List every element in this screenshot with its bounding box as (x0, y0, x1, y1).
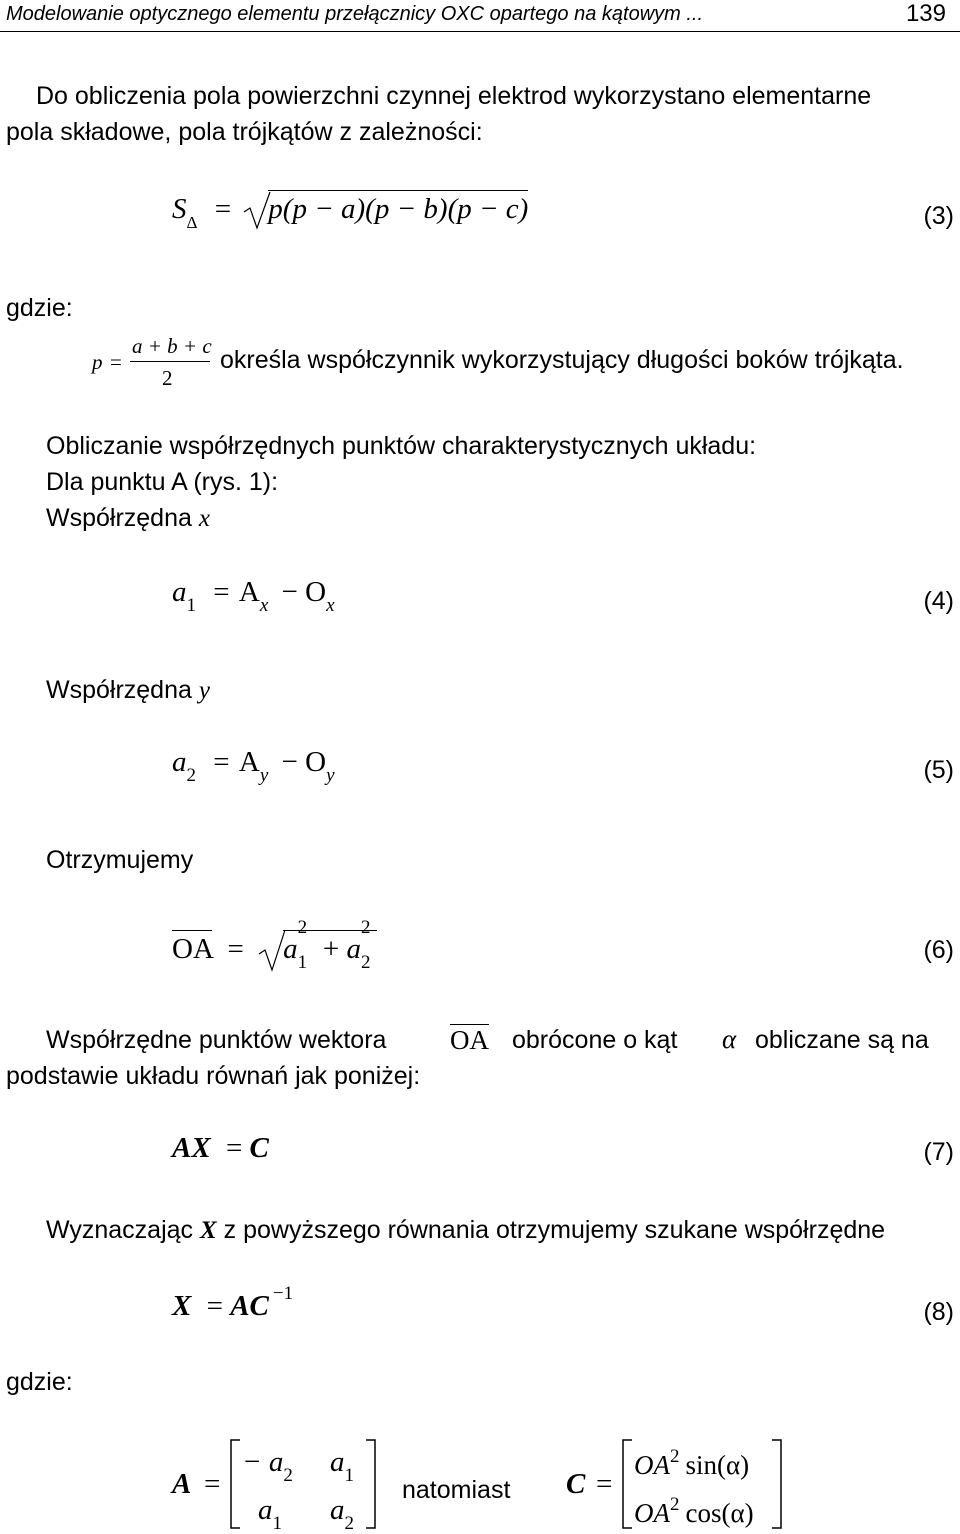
eq6-a2-sup: 2 (361, 917, 371, 939)
eq8-X: X (172, 1290, 192, 1322)
eq8-equals: = (206, 1290, 223, 1322)
eq7-rhs: C (249, 1132, 269, 1164)
eq8-A: A (230, 1290, 250, 1322)
eq5-A-sub: y (259, 765, 269, 786)
para1-line2: pola składowe, pola trójkątów z zależności: (6, 118, 483, 146)
matrix-A-r2c2-sub: 2 (344, 1513, 354, 1534)
otrzymujemy-label: Otrzymujemy (46, 846, 194, 874)
para2-line2: Dla punktu A (rys. 1): (46, 468, 279, 496)
eq7-lhs: AX (172, 1132, 211, 1164)
matrix-A-r1c1-val: − a (242, 1446, 284, 1478)
left-bracket-icon (620, 1438, 634, 1530)
coordinate-x-var: x (198, 505, 210, 532)
eq5-lhs-sub: 2 (186, 765, 196, 786)
p-equals: = (110, 350, 122, 374)
eq3-delta: Δ (186, 213, 198, 232)
para3-alpha: α (722, 1024, 737, 1054)
eq4-O-sub: x (326, 595, 335, 616)
eq6-number: (6) (923, 936, 954, 964)
eq7-number: (7) (923, 1138, 954, 1166)
coordinate-x-text: Współrzędna (46, 504, 192, 532)
equation-6 (172, 917, 377, 974)
p-var: p (92, 350, 103, 374)
eq7-equals: = (225, 1132, 243, 1164)
matrix-C-r1-sup: 2 (670, 1446, 680, 1467)
matrix-C-r2-OA: OA (634, 1498, 670, 1528)
para3-t1: Współrzędne punktów wektora (46, 1026, 387, 1054)
coordinate-y-text: Współrzędna (46, 676, 192, 704)
matrix-C-r1-OA: OA (634, 1450, 670, 1480)
eq4-minus: − (281, 576, 298, 608)
p-numerator: a + b + c (132, 334, 212, 358)
fraction-bar (130, 361, 210, 362)
eq4-lhs: a (172, 576, 187, 608)
eq4-lhs-sub: 1 (186, 595, 196, 616)
matrix-A-r2c1 (258, 1494, 282, 1534)
page-number: 139 (905, 0, 946, 27)
para3-t2: obrócone o kąt (512, 1026, 678, 1054)
para4-t2: z powyższego równania otrzymujemy szukane współrzędne (223, 1216, 886, 1244)
matrix-C-r1-func: sin(α) (685, 1450, 750, 1480)
p-description: określa współczynnik wykorzystujący długości boków trójkąta. (220, 346, 904, 374)
eq8-number: (8) (923, 1298, 954, 1326)
matrix-A-r1c2 (330, 1446, 354, 1486)
header-rule (0, 31, 960, 32)
eq6-plus: + (322, 933, 340, 965)
matrix-A-r2c1-sub: 1 (272, 1513, 282, 1534)
eq4-O: O (305, 576, 327, 608)
left-bracket-icon (228, 1438, 242, 1530)
matrix-C-label: C (566, 1468, 586, 1500)
eq4-number: (4) (923, 587, 954, 615)
para1-line1: Do obliczenia pola powierzchni czynnej elektrod wykorzystano elementarne (36, 82, 872, 110)
matrix-C-r1 (634, 1446, 750, 1480)
matrix-A-label: A (172, 1468, 192, 1500)
running-title: Modelowanie optycznego elementu przełącznicy OXC opartego na kątowym ... (6, 3, 704, 25)
eq5-minus: − (281, 746, 298, 778)
matrix-C-equals: = (596, 1468, 613, 1500)
eq3-radicand: p(p − a)(p − b)(p − c) (268, 190, 528, 225)
eq5-A: A (238, 746, 260, 778)
eq4-equals: = (213, 576, 230, 608)
matrix-C-r2 (634, 1494, 754, 1528)
eq3-equals: = (214, 193, 232, 225)
matrix-A-r2c2 (330, 1494, 354, 1534)
eq5-equals: = (213, 746, 230, 778)
eq6-a1-sub: 1 (297, 952, 308, 974)
eq8-exponent: −1 (272, 1283, 294, 1304)
eq5-O-sub: y (326, 765, 335, 786)
right-bracket-icon (770, 1438, 784, 1530)
matrix-A-r2c2-val: a (330, 1494, 345, 1526)
para3-t3: obliczane są na (755, 1026, 929, 1054)
matrix-A-r1c1 (242, 1446, 293, 1486)
eq5-lhs: a (172, 746, 187, 778)
para4 (46, 1218, 885, 1243)
coordinate-y-var: y (198, 677, 210, 704)
eq5-O: O (305, 746, 327, 778)
matrix-A-r1c2-sub: 1 (344, 1465, 354, 1486)
para4-t1: Wyznaczając (46, 1216, 194, 1244)
eq4-A-sub: x (259, 595, 269, 616)
matrix-A-r1c2-val: a (330, 1446, 345, 1478)
coordinate-y-label (46, 678, 210, 703)
matrix-C-r2-func: cos(α) (685, 1498, 754, 1528)
eq6-OA: OA (172, 930, 212, 965)
matrix-A-equals: = (204, 1468, 221, 1500)
equation-8 (172, 1283, 294, 1322)
gdzie-label-1: gdzie: (6, 294, 73, 322)
para3-line2: podstawie układu równań jak poniżej: (6, 1062, 421, 1090)
equation-3 (172, 190, 528, 232)
equation-4 (172, 576, 335, 616)
coordinate-x-label (46, 506, 210, 531)
eq6-radicand (283, 917, 377, 974)
para2-line1: Obliczanie współrzędnych punktów charakterystycznych układu: (46, 432, 757, 460)
matrix-C-r2-sup: 2 (670, 1494, 680, 1515)
eq6-a2: a (346, 933, 362, 965)
matrix-A-r2c1-val: a (258, 1494, 273, 1526)
eq3-number: (3) (923, 202, 954, 230)
p-denominator: 2 (162, 366, 173, 390)
para3-oa: OA (450, 1025, 489, 1055)
eq8-C: C (249, 1290, 269, 1322)
eq6-a1-sup: 2 (297, 917, 308, 939)
gdzie-label-2: gdzie: (6, 1368, 73, 1396)
right-bracket-icon (364, 1438, 378, 1530)
eq6-a1: a (283, 933, 298, 965)
natomiast-label: natomiast (402, 1476, 511, 1504)
equation-5 (172, 746, 335, 786)
equation-7 (172, 1134, 269, 1163)
para4-X: X (200, 1217, 217, 1244)
eq3-S: S (172, 193, 187, 225)
eq6-equals: = (227, 933, 244, 965)
eq5-number: (5) (923, 756, 954, 784)
matrix-A-r1c1-sub: 2 (283, 1465, 293, 1486)
eq6-a2-sub: 2 (361, 952, 371, 974)
eq4-A: A (238, 576, 260, 608)
